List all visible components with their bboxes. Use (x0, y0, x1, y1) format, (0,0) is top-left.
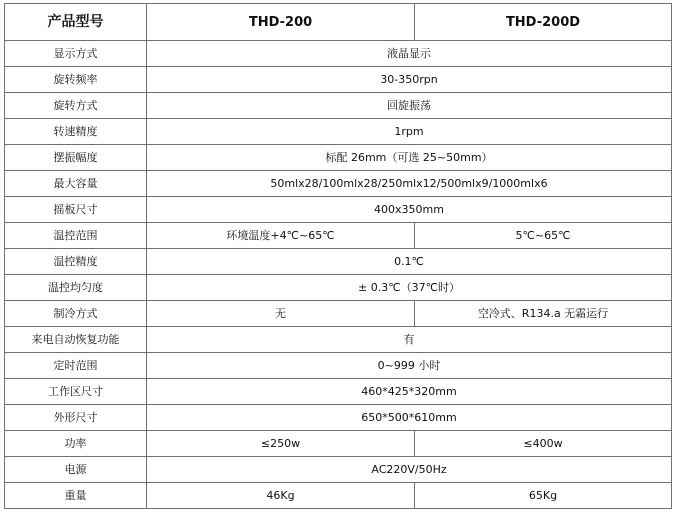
table-row (5, 119, 672, 145)
row-label: 旋转频率 (5, 67, 147, 93)
model-b-value: 5℃~65℃ (415, 223, 672, 249)
row-label: 温控均匀度 (5, 275, 147, 301)
model-b-value: 空冷式、R134.a 无霜运行 (415, 301, 672, 327)
table-row (5, 197, 672, 223)
row-value: 650*500*610mm (147, 405, 672, 431)
model-a-value: 无 (147, 301, 415, 327)
row-label: 外形尺寸 (5, 405, 147, 431)
table-row (5, 249, 672, 275)
row-label: 旋转方式 (5, 93, 147, 119)
table-row (5, 41, 672, 67)
spec-table (4, 3, 672, 509)
table-row (5, 301, 672, 327)
table-row (5, 431, 672, 457)
row-label: 定时范围 (5, 353, 147, 379)
row-label: 工作区尺寸 (5, 379, 147, 405)
row-label: 显示方式 (5, 41, 147, 67)
row-value: AC220V/50Hz (147, 457, 672, 483)
row-label: 摇板尺寸 (5, 197, 147, 223)
row-value: 0~999 小时 (147, 353, 672, 379)
row-label: 来电自动恢复功能 (5, 327, 147, 353)
row-value: 400x350mm (147, 197, 672, 223)
table-row (5, 275, 672, 301)
row-label: 摆振幅度 (5, 145, 147, 171)
model-a-header: THD-200 (147, 4, 415, 41)
row-label: 电源 (5, 457, 147, 483)
row-value: 回旋振荡 (147, 93, 672, 119)
table-row (5, 145, 672, 171)
model-a-value: ≤250w (147, 431, 415, 457)
header-label: 产品型号 (5, 4, 147, 41)
table-row (5, 483, 672, 509)
table-row (5, 353, 672, 379)
table-row (5, 327, 672, 353)
table-row (5, 93, 672, 119)
table-row (5, 457, 672, 483)
model-a-value: 环境温度+4℃~65℃ (147, 223, 415, 249)
row-label: 温控范围 (5, 223, 147, 249)
table-row (5, 171, 672, 197)
row-value: 30-350rpn (147, 67, 672, 93)
row-label: 最大容量 (5, 171, 147, 197)
row-label: 制冷方式 (5, 301, 147, 327)
model-a-value: 46Kg (147, 483, 415, 509)
row-value: 液晶显示 (147, 41, 672, 67)
table-row (5, 379, 672, 405)
row-value: 460*425*320mm (147, 379, 672, 405)
model-b-value: ≤400w (415, 431, 672, 457)
model-b-header: THD-200D (415, 4, 672, 41)
row-label: 重量 (5, 483, 147, 509)
row-value: 50mlx28/100mlx28/250mlx12/500mlx9/1000mlx6 (147, 171, 672, 197)
row-value: 标配 26mm（可选 25~50mm） (147, 145, 672, 171)
header-row (5, 4, 672, 41)
table-row (5, 67, 672, 93)
row-value: ± 0.3℃（37℃时） (147, 275, 672, 301)
row-label: 功率 (5, 431, 147, 457)
row-label: 温控精度 (5, 249, 147, 275)
model-b-value: 65Kg (415, 483, 672, 509)
row-value: 有 (147, 327, 672, 353)
table-row (5, 405, 672, 431)
row-value: 0.1℃ (147, 249, 672, 275)
row-value: 1rpm (147, 119, 672, 145)
table-row (5, 223, 672, 249)
row-label: 转速精度 (5, 119, 147, 145)
